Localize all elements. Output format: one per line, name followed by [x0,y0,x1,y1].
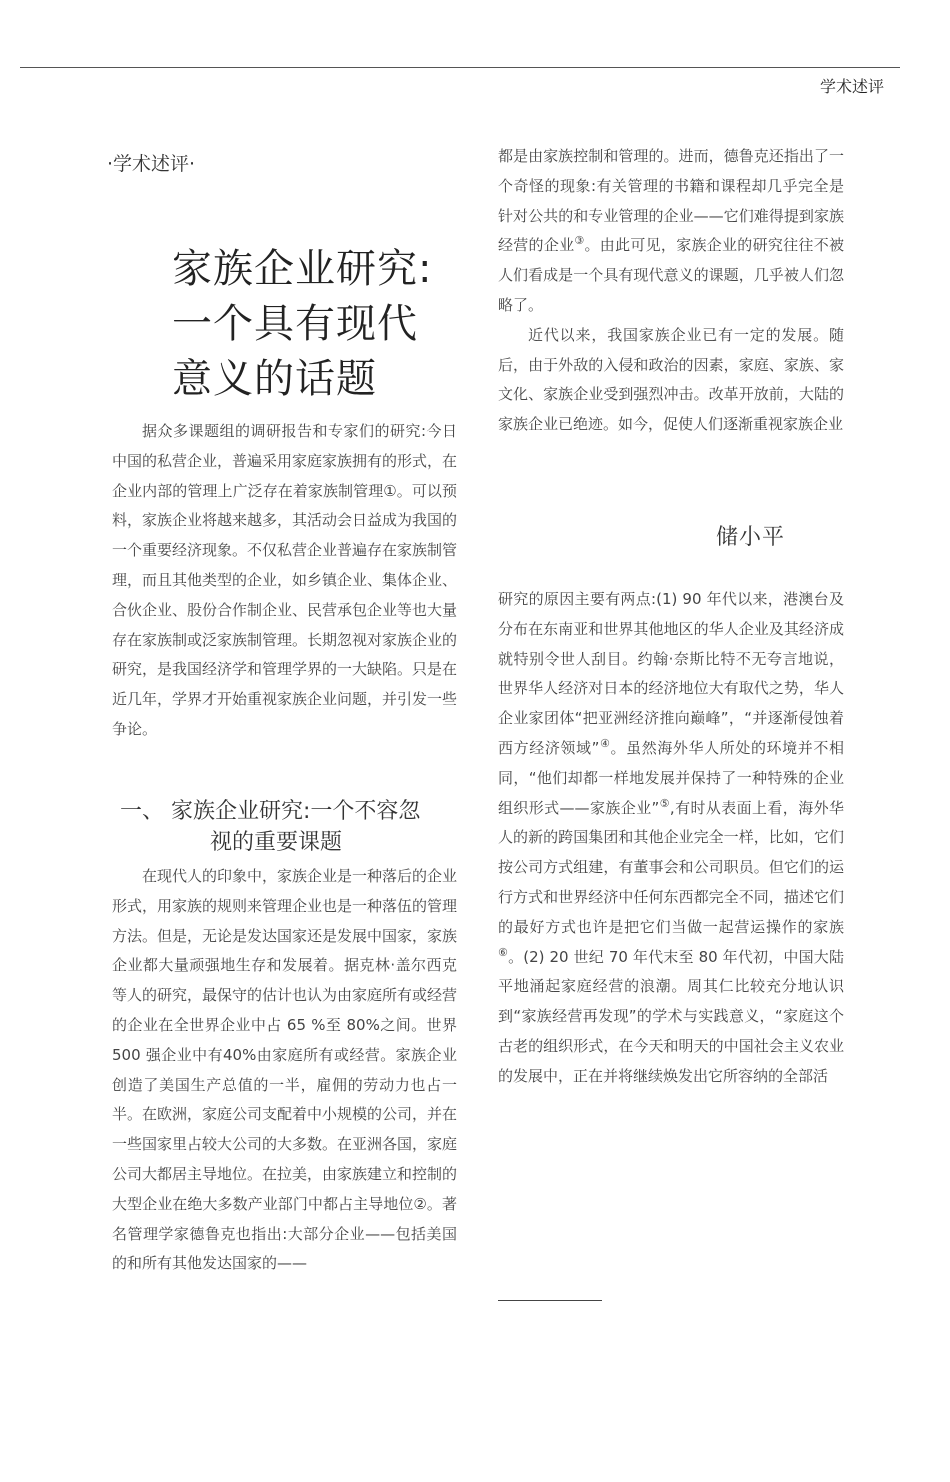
footnote-rule [498,1300,602,1301]
intro-section [112,417,457,745]
right-paragraph-1-text-b: 。由此可见，家族企业的研究往往不被人们看成是一个具有现代意义的课题，几乎被人们忽略了。 [498,236,844,314]
header-rule [20,67,900,68]
title-line-1: 家族企业研究: [172,246,433,292]
footnote-ref-5: ⑤ [659,796,670,810]
right-paragraph-3-text-c: ,有时从表面上看，海外华人的新的跨国集团和其他企业完全一样，比如，它们按公司方式组建，有董事会和公司职员。但它们的运行方式和世界经济中任何东西都完全不同，描述它们的最好方式也许是把它们当做一起营运操作的家族 [498,798,844,936]
right-paragraph-3-text-b: 。虽然海外华人所处的环境并不相同，“他们却都一样地发展并保持了一种特殊的企业组织形式——家族企业” [498,738,844,817]
title-line-2: 一个具有现代 [172,301,418,347]
right-paragraph-3-text-d: 。(2) 20 世纪 70 年代末至 80 年代初，中国大陆平地涌起家庭经营的浪潮。周其仁比较充分地认识到“家族经营再发现”的学术与实践意义，“家庭这个古老的组织形式，在今天和明天的中国社会主义农业的发展中，正在并将继续焕发出它所容纳的全部活 [498,947,844,1085]
footnote-ref-4: ④ [599,736,611,750]
section-1-body [112,862,457,1279]
right-column-bottom [498,585,844,1092]
right-paragraph-1-text-a: 都是由家族控制和管理的。进而，德鲁克还指出了一个奇怪的现象:有关管理的书籍和课程却几乎完全是针对公共的和专业管理的企业——它们难得提到家族经营的企业 [498,147,844,255]
title-line-3: 意义的话题 [172,356,377,402]
author-name: 储小平 [716,525,786,550]
right-paragraph-2: 近代以来，我国家族企业已有一定的发展。随后，由于外敌的入侵和政治的因素，家庭、家族、家文化、家族企业受到强烈冲击。改革开放前，大陆的家族企业已绝迹。如今，促使人们逐渐重视家族企业 [498,325,844,434]
right-column-top [498,142,844,440]
article-title [172,242,462,407]
right-paragraph-1 [498,142,844,321]
running-head: 学术述评 [819,77,884,96]
footnote-ref-6: ⑥ [498,945,509,959]
right-paragraph-3-text-a: 研究的原因主要有两点:(1) 90 年代以来，港澳台及分布在东南亚和世界其他地区的华人企业及其经济成就特别令世人刮目。约翰·奈斯比特不无夸言地说，世界华人经济对日本的经济地位大有取代之势，华人企业家团体“把亚洲经济推向巅峰”，“并逐渐侵蚀着西方经济领域” [498,590,844,757]
intro-paragraph: 据众多课题组的调研报告和专家们的研究:今日中国的私营企业，普遍采用家庭家族拥有的形式，在企业内部的管理上广泛存在着家族制管理①。可以预料，家族企业将越来越多，其活动会日益成为我国的一个重要经济现象。不仅私营企业普遍存在家族制管理，而且其他类型的企业，如乡镇企业、集体企业、合伙企业、股份合作制企业、民营承包企业等也大量存在家族制或泛家族制管理。长期忽视对家族企业的研究，是我国经济学和管理学界的一大缺陷。只是在近几年，学界才开始重视家族企业问题，并引发一些争论。 [112,422,458,738]
footnote-ref-3: ③ [574,234,585,248]
section-1-paragraph: 在现代人的印象中，家族企业是一种落后的企业形式，用家族的规则来管理企业也是一种落伍的管理方法。但是，无论是发达国家还是发展中国家，家族企业都大量顽强地生存和发展着。据克林·盖尔西克等人的研究，最保守的估计也认为由家庭所有或经营的企业在全世界企业中占 65 %至 80%之间。世界500 强企业中有40%由家庭所有或经营。家族企业创造了美国生产总值的一半，雇佣的劳动力也占一半。在欧洲，家庭公司支配着中小规模的公司，并在一些国家里占较大公司的大多数。在亚洲各国，家庭公司大都居主导地位。在拉美，由家族建立和控制的大型企业在绝大多数产业部门中都占主导地位②。著名管理学家德鲁克也指出:大部分企业——包括美国的和所有其他发达国家的—— [112,867,458,1273]
section-tag: ·学术述评· [107,153,196,175]
section-1-heading [112,796,457,858]
section-1-heading-line-1: 一、 家族企业研究:一个不容忽 [120,799,421,824]
section-1-heading-line-2: 视的重要课题 [210,830,343,855]
right-paragraph-3 [498,585,844,1092]
